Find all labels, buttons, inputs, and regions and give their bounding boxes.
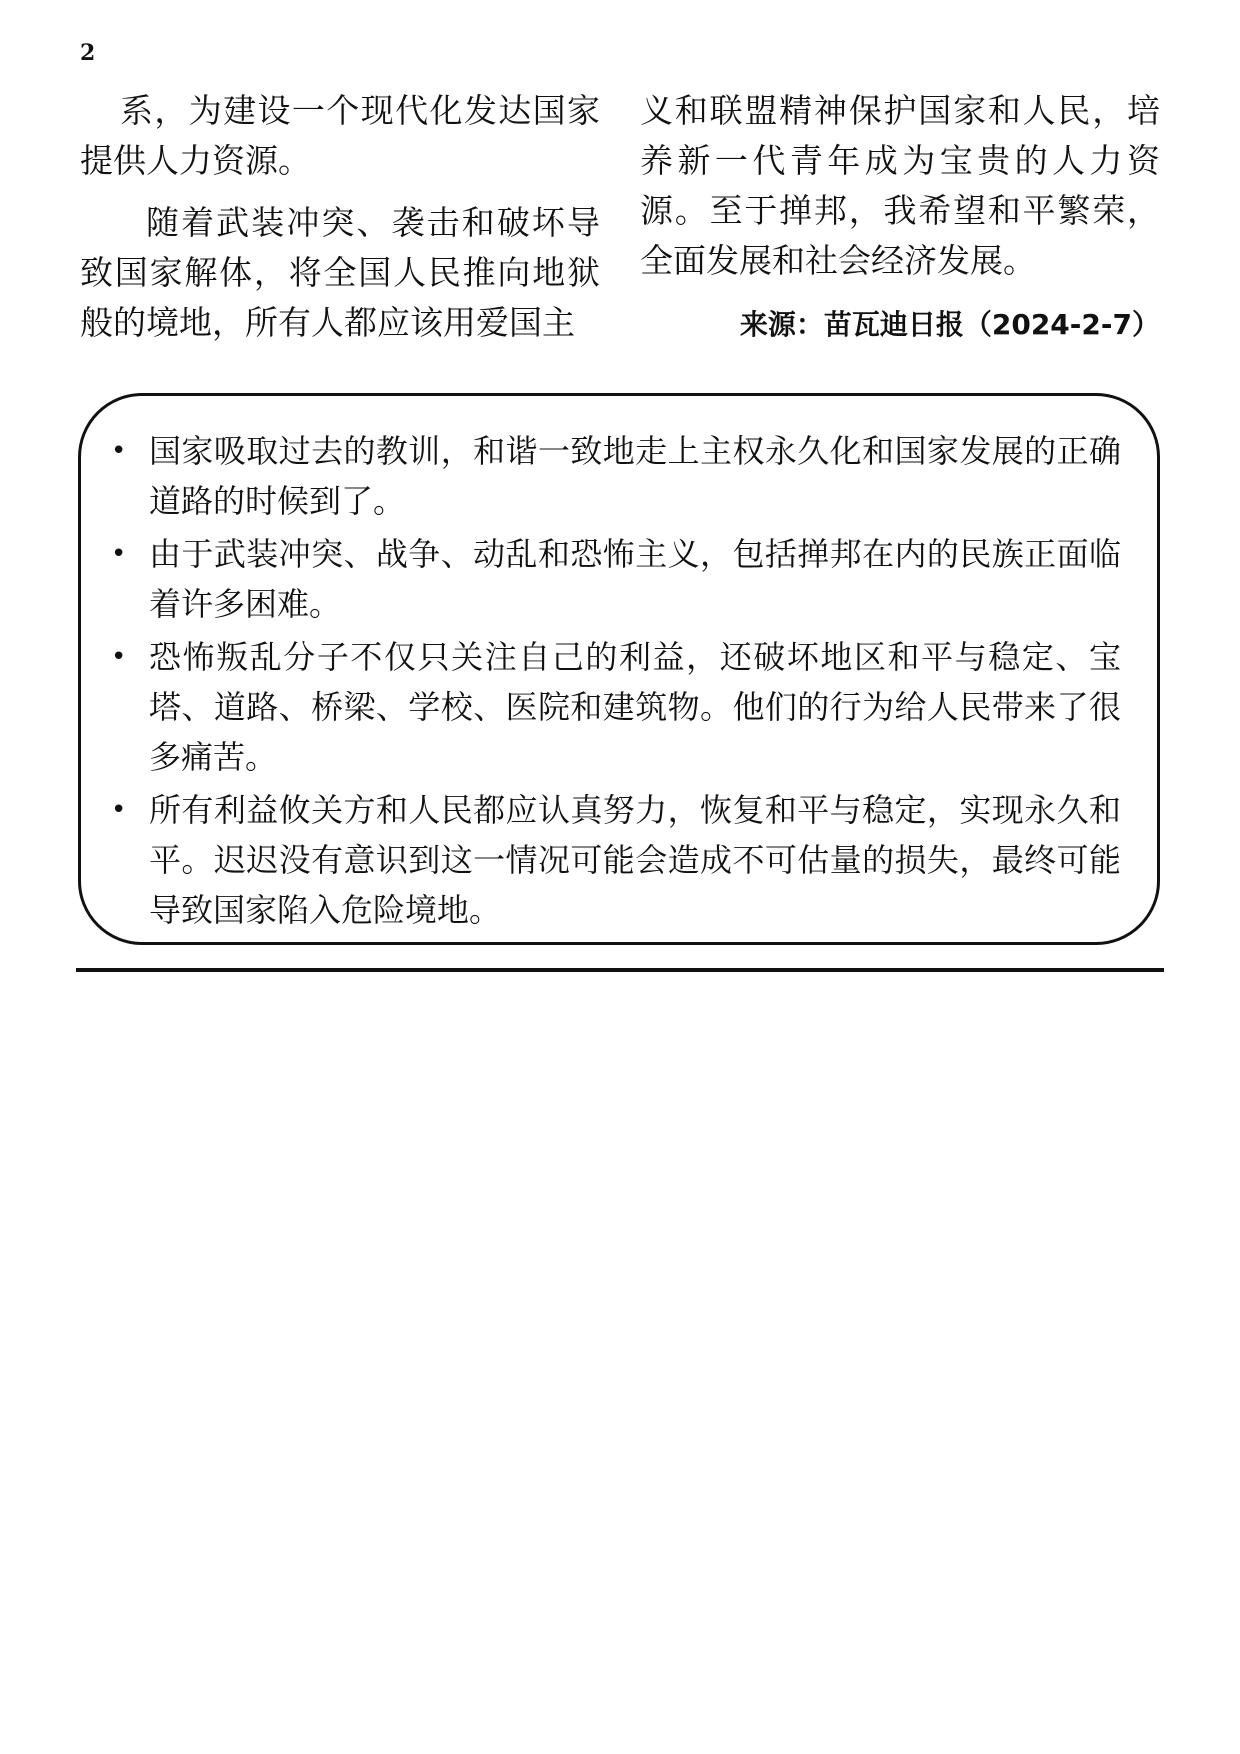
article-paragraph: 系，为建设一个现代化发达国家提供人力资源。 [80,91,600,180]
bullet-icon: • [111,539,127,569]
summary-item [111,426,1121,526]
article-left-column [80,86,600,360]
summary-item-text: 恐怖叛乱分子不仅只关注自己的利益，还破坏地区和平与稳定、宝塔、道路、桥梁、学校、医院和建筑物。他们的行为给人民带来了很多痛苦。 [149,638,1121,776]
summary-item-text: 所有利益攸关方和人民都应认真努力，恢复和平与稳定，实现永久和平。迟迟没有意识到这一情况可能会造成不可估量的损失，最终可能导致国家陷入危险境地。 [149,791,1121,929]
summary-box [78,393,1160,945]
article-paragraph: 随着武装冲突、袭击和破坏导致国家解体，将全国人民推向地狱般的境地，所有人都应该用爱国主 [80,203,600,342]
summary-item [111,632,1121,782]
summary-item-text: 国家吸取过去的教训，和谐一致地走上主权永久化和国家发展的正确道路的时候到了。 [149,432,1121,520]
page-number: 2 [80,40,96,66]
article-paragraph: 义和联盟精神保护国家和人民，培养新一代青年成为宝贵的人力资源。至于掸邦，我希望和平繁荣，全面发展和社会经济发展。 [640,91,1160,280]
article-right-column [640,86,1160,362]
section-divider [76,968,1164,972]
summary-item [111,529,1121,629]
summary-list [111,426,1121,935]
summary-item-text: 由于武装冲突、战争、动乱和恐怖主义，包括掸邦在内的民族正面临着许多困难。 [149,535,1121,623]
bullet-icon: • [111,642,127,672]
article-source: 来源：苗瓦迪日报（2024-2-7） [739,308,1160,341]
bullet-icon: • [111,795,127,825]
summary-item [111,785,1121,935]
bullet-icon: • [111,436,127,466]
